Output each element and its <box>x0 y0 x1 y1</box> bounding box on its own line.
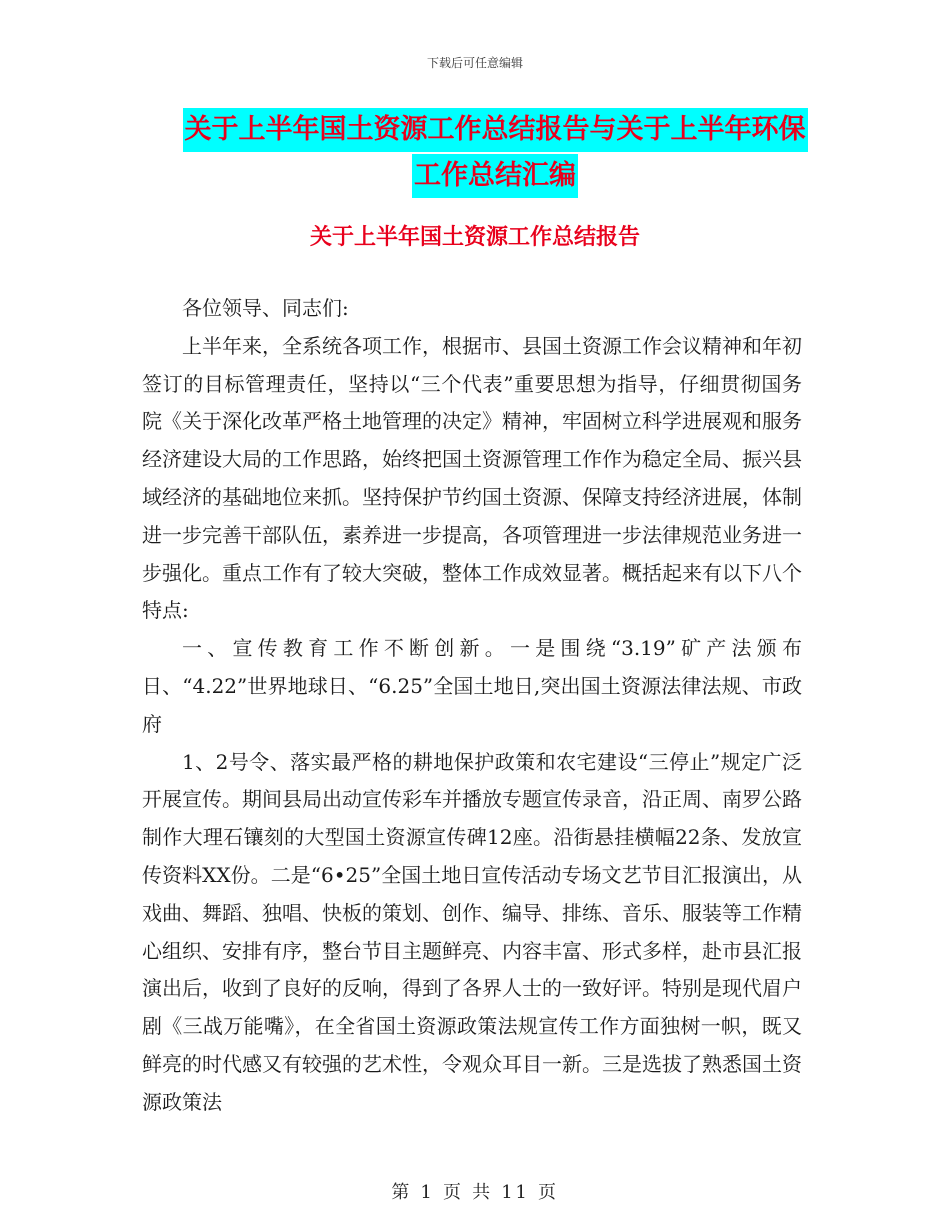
document-body <box>142 290 802 1122</box>
main-title-line-1: 关于上半年国土资源工作总结报告与关于上半年环保 <box>183 108 808 152</box>
main-title-line-2: 工作总结汇编 <box>412 154 578 198</box>
section-title: 关于上半年国土资源工作总结报告 <box>309 224 640 250</box>
body-paragraph: 1、2号令、落实最严格的耕地保护政策和农宅建设“三停止”规定广泛开展宣传。期间县局出动宣传彩车并播放专题宣传录音，沿正周、南罗公路制作大理石镶刻的大型国土资源宣传碑12座。沿街悬挂横幅22条、发放宣传资料XX份。二是“6•25”全国土地日宣传活动专场文艺节目汇报演出，从戏曲、舞蹈、独唱、快板的策划、创作、编导、排练、音乐、服装等工作精心组织、安排有序，整台节目主题鲜亮、内容丰富、形式多样，赴市县汇报演出后，收到了良好的反响，得到了各界人士的一致好评。特别是现代眉户剧《三战万能嘴》，在全省国土资源政策法规宣传工作方面独树一帜，既又鲜亮的时代感又有较强的艺术性，令观众耳目一新。三是选拔了熟悉国土资源政策法 <box>142 749 802 1114</box>
salutation-paragraph: 各位领导、同志们: <box>182 296 349 320</box>
body-paragraph: 上半年来，全系统各项工作，根据市、县国土资源工作会议精神和年初签订的目标管理责任，坚持以“三个代表”重要思想为指导，仔细贯彻国务院《关于深化改革严格土地管理的决定》精神，牢固树立科学进展观和服务经济建设大局的工作思路，始终把国土资源管理工作作为稳定全局、振兴县域经济的基础地位来抓。坚持保护节约国土资源、保障支持经济进展，体制进一步完善干部队伍，素养进一步提高，各项管理进一步法律规范业务进一步强化。重点工作有了较大突破，整体工作成效显著。概括起来有以下八个特点: <box>142 333 802 623</box>
body-paragraph: 一、宣传教育工作不断创新。一是围绕“3.19”矿产法颁布日、“4.22”世界地球日、“6.25”全国土地日,突出国土资源法律法规、市政府 <box>142 636 802 736</box>
page-number-footer: 第 1 页 共 11 页 <box>391 1182 559 1203</box>
document-main-title <box>145 108 845 198</box>
header-note: 下载后可任意编辑 <box>426 56 523 70</box>
